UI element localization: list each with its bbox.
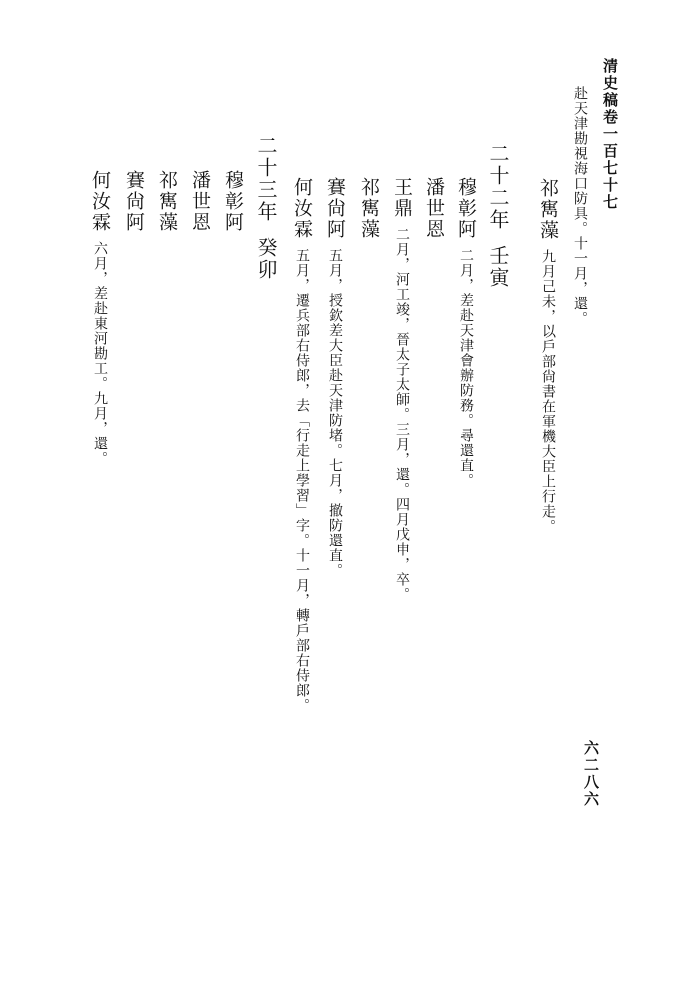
official-name: 潘世恩 xyxy=(423,177,445,240)
table-row xyxy=(424,177,443,240)
table-row xyxy=(292,177,311,713)
page-number: 六二八六 xyxy=(582,740,600,808)
official-detail: 五月，授欽差大臣赴天津防堵。七月，撤防還直。 xyxy=(327,248,343,578)
table-row xyxy=(456,177,475,488)
year-label: 二十三年 xyxy=(254,135,278,223)
table-row xyxy=(325,177,344,578)
official-name: 祁寯藻 xyxy=(358,177,380,240)
table-row xyxy=(538,178,557,534)
official-detail: 六月，差赴東河勘工。九月，還。 xyxy=(92,241,108,466)
official-detail: 九月己未，以戶部尙書在軍機大臣上行走。 xyxy=(540,249,556,534)
official-name: 穆彰阿 xyxy=(222,170,244,233)
table-row xyxy=(90,170,109,466)
ganzhi-label: 壬寅 xyxy=(486,245,510,289)
year-heading xyxy=(488,143,508,289)
ganzhi-label: 癸卯 xyxy=(254,237,278,281)
official-detail: 二月，差赴天津會辦防務。尋還直。 xyxy=(458,248,474,488)
official-name: 祁寯藻 xyxy=(537,178,559,241)
table-row xyxy=(124,170,143,233)
official-name: 祁寯藻 xyxy=(156,170,178,233)
official-name: 何汝霖 xyxy=(89,170,111,233)
official-name: 潘世恩 xyxy=(189,170,211,233)
table-row xyxy=(359,177,378,240)
table-row xyxy=(223,170,242,233)
year-heading xyxy=(256,135,276,281)
table-row xyxy=(392,177,411,602)
official-name: 何汝霖 xyxy=(291,177,313,240)
book-title: 清史稿卷一百七十七 xyxy=(601,58,619,211)
table-row xyxy=(190,170,209,233)
official-name: 賽尙阿 xyxy=(123,170,145,233)
year-label: 二十二年 xyxy=(486,143,510,231)
official-detail: 二月，河工竣，晉太子太師。三月，還。四月戊申，卒。 xyxy=(394,227,410,602)
official-name: 王鼎 xyxy=(391,177,413,219)
official-name: 賽尙阿 xyxy=(324,177,346,240)
table-row xyxy=(157,170,176,233)
entry-line: 赴天津勘視海口防具。十一月，還。 xyxy=(572,86,588,326)
official-name: 穆彰阿 xyxy=(455,177,477,240)
official-detail: 五月，遷兵部右侍郎，去「行走上學習」字。十一月，轉戶部右侍郎。 xyxy=(294,248,310,713)
